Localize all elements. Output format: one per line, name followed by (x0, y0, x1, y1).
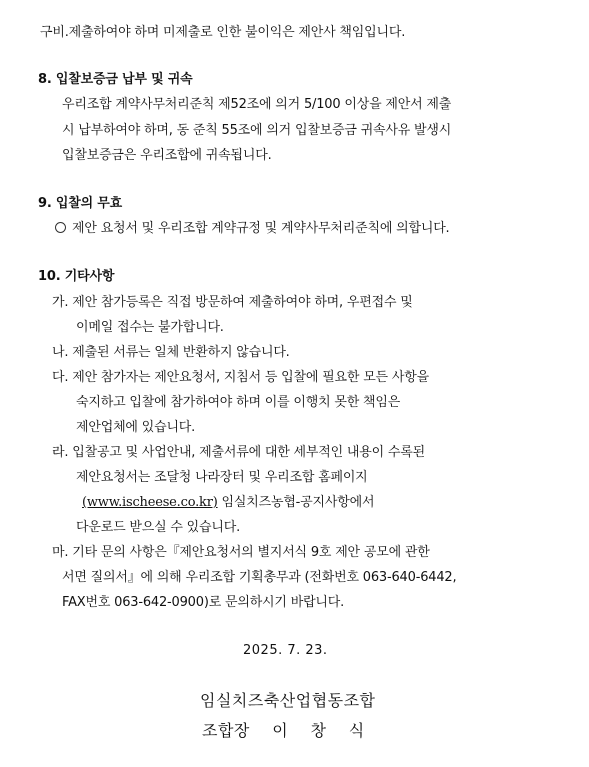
document-date: 2025. 7. 23. (243, 643, 328, 658)
organization-name: 임실치즈축산업협동조합 (200, 691, 376, 710)
item-ma-line-3: FAX번호 063-642-0900)로 문의하시기 바랍니다. (62, 595, 345, 610)
section-8-heading: 8. 입찰보증금 납부 및 귀속 (38, 72, 193, 87)
item-ra-line-3 (82, 494, 374, 512)
intro-line: 구비.제출하여야 하며 미제출로 인한 불이익은 제안사 책임입니다. (40, 25, 406, 40)
item-ga-line-2: 이메일 접수는 불가합니다. (76, 320, 224, 335)
section-8-line-2: 시 납부하여야 하며, 동 준칙 55조에 의거 입찰보증금 귀속사유 발생시 (62, 123, 452, 138)
item-da-line-2: 숙지하고 입찰에 참가하여야 하며 이를 이행치 못한 책임은 (76, 395, 401, 410)
circle-bullet-icon (55, 222, 66, 233)
item-ra-line-2: 제안요청서는 조달청 나라장터 및 우리조합 홈페이지 (76, 470, 368, 485)
item-ma-line-1: 마. 기타 문의 사항은『제안요청서의 별지서식 9호 제안 공모에 관한 (52, 545, 430, 560)
section-8-line-1: 우리조합 계약사무처리준칙 제52조에 의거 5/100 이상을 제안서 제출 (62, 97, 452, 112)
item-da-line-1: 다. 제안 참가자는 제안요청서, 지침서 등 입찰에 필요한 모든 사항을 (52, 370, 429, 385)
homepage-link[interactable]: (www.ischeese.co.kr) (82, 495, 218, 510)
item-da-line-3: 제안업체에 있습니다. (76, 420, 196, 435)
section-9-bullet: 제안 요청서 및 우리조합 계약규정 및 계약사무처리준칙에 의합니다. (72, 221, 450, 236)
section-8-line-3: 입찰보증금은 우리조합에 귀속됩니다. (62, 148, 272, 163)
section-9-heading: 9. 입찰의 무효 (38, 196, 123, 211)
signatory-line: 조합장 이 창 식 (202, 721, 365, 740)
section-10-heading: 10. 기타사항 (38, 269, 115, 284)
homepage-link-rest: 임실치즈농협-공지사항에서 (217, 495, 375, 510)
section-9-bullet-line (55, 220, 449, 238)
item-ra-line-1: 라. 입찰공고 및 사업안내, 제출서류에 대한 세부적인 내용이 수록된 (52, 445, 425, 460)
item-ga-line-1: 가. 제안 참가등록은 직접 방문하여 제출하여야 하며, 우편접수 및 (52, 295, 413, 310)
item-na-line-1: 나. 제출된 서류는 일체 반환하지 않습니다. (52, 345, 290, 360)
item-ma-line-2: 서면 질의서』에 의해 우리조합 기획총무과 (전화번호 063-640-6442, (62, 570, 457, 585)
item-ra-line-4: 다운로드 받으실 수 있습니다. (76, 520, 241, 535)
